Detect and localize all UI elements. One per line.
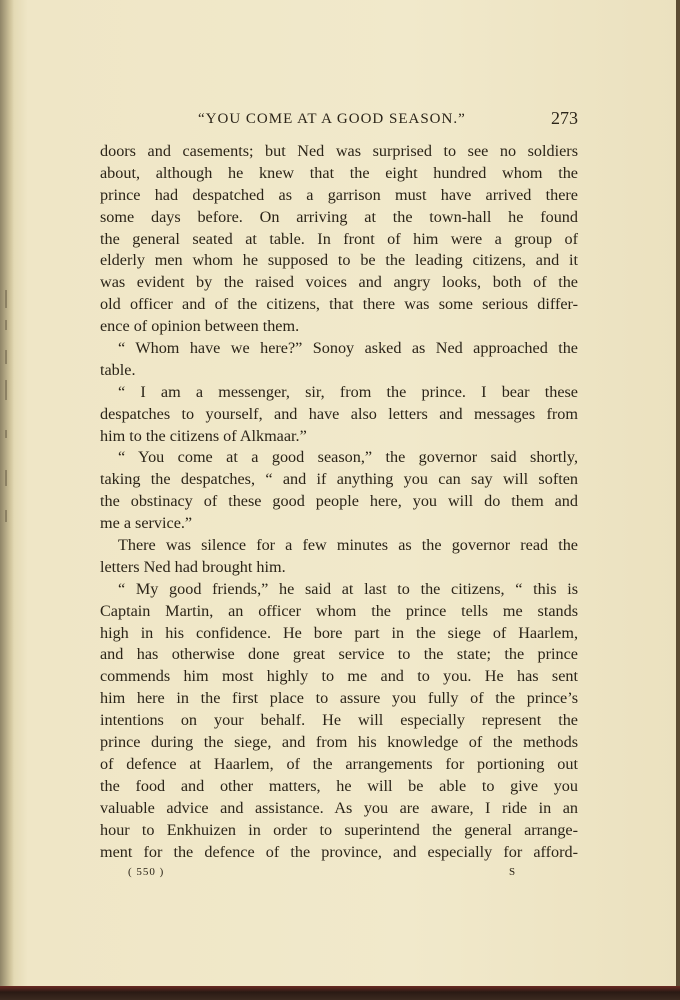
body-text (100, 141, 578, 863)
text-line: high in his confidence. He bore part in the siege of Haarlem, (100, 623, 578, 642)
text-line: despatches to yourself, and have also letters and messages from (100, 404, 578, 423)
text-line: of defence at Haarlem, of the arrangements for portioning out (100, 754, 578, 773)
text-line: the food and other matters, he will be able to give you (100, 776, 578, 795)
text-line: him to the citizens of Alkmaar.” (100, 426, 307, 445)
text-line: the general seated at table. In front of him were a group of (100, 229, 578, 248)
text-line: “ You come at a good season,” the governor said shortly, (118, 448, 578, 467)
text-line: Captain Martin, an officer whom the prince tells me stands (100, 601, 578, 620)
text-line: elderly men whom he supposed to be the leading citizens, and it (100, 251, 578, 270)
text-line: commends him most highly to me and to you. He has sent (100, 667, 578, 686)
page-bottom-edge (0, 986, 680, 1000)
page-number: 273 (551, 108, 578, 128)
text-line: ment for the defence of the province, and especially for afford- (100, 842, 578, 861)
text-line: valuable advice and assistance. As you are aware, I ride in an (100, 798, 578, 817)
text-line: some days before. On arriving at the town-hall he found (100, 207, 578, 226)
text-line: the obstinacy of these good people here, you will do them and (100, 492, 578, 511)
text-line: old officer and of the citizens, that there was some serious differ- (100, 295, 578, 314)
text-line: table. (100, 360, 136, 379)
text-line: me a service.” (100, 514, 193, 533)
page-right-edge (676, 0, 680, 1000)
text-line: prince had despatched as a garrison must have arrived there (100, 185, 578, 204)
sheet-letter: S (509, 866, 516, 878)
margin-binding-marks (2, 280, 10, 540)
text-line: There was silence for a few minutes as the governor read the (118, 536, 578, 555)
text-line: ence of opinion between them. (100, 317, 300, 336)
text-line: was evident by the raised voices and angry looks, both of the (100, 273, 578, 292)
text-line: taking the despatches, “ and if anything you can say will soften (100, 470, 578, 489)
text-line: doors and casements; but Ned was surprised to see no soldiers (100, 142, 578, 160)
text-line: “ Whom have we here?” Sonoy asked as Ned approached the (118, 339, 578, 358)
text-line: “ I am a messenger, sir, from the prince. I bear these (118, 382, 578, 401)
running-title: “YOU COME AT A GOOD SEASON.” (198, 111, 466, 127)
text-line: about, although he knew that the eight hundred whom the (100, 163, 578, 182)
text-line: prince during the siege, and from his knowledge of the methods (100, 733, 578, 752)
text-line: letters Ned had brought him. (100, 557, 286, 576)
page-footer (100, 866, 578, 884)
text-line: and has otherwise done great service to the state; the prince (100, 645, 578, 664)
running-header (100, 108, 580, 134)
text-line: him here in the first place to assure you fully of the prince’s (100, 689, 578, 708)
text-line: “ My good friends,” he said at last to the citizens, “ this is (118, 579, 578, 598)
signature-mark: ( 550 ) (128, 866, 165, 878)
text-line: hour to Enkhuizen in order to superintend the general arrange- (100, 820, 578, 839)
text-line: intentions on your behalf. He will especially represent the (100, 711, 578, 730)
